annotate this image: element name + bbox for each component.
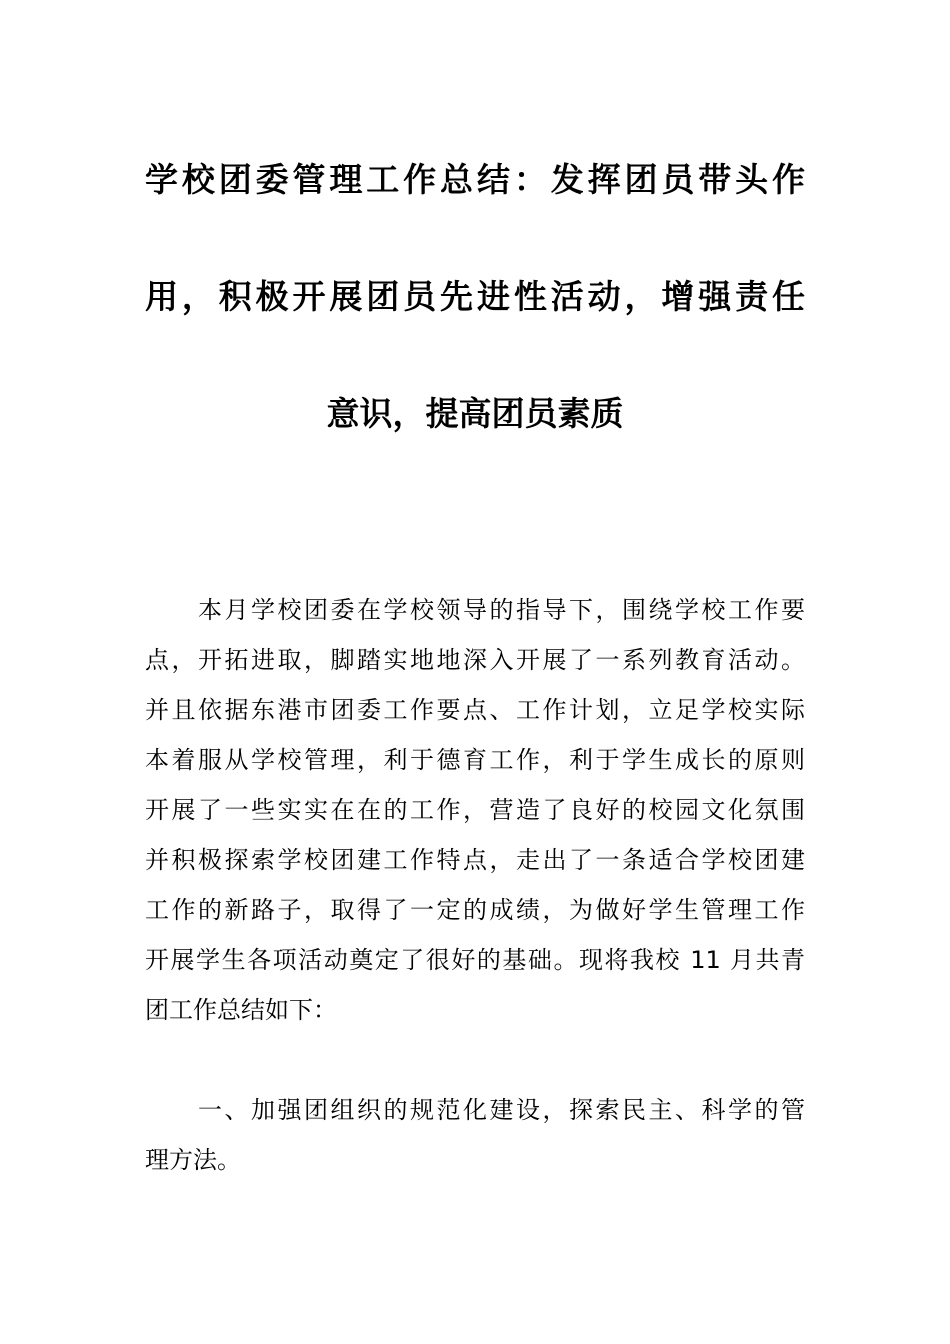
paragraph-line: 并积极探索学校团建工作特点，走出了一条适合学校团建 [145,846,805,874]
title-line-3: 意识，提高团员素质 [326,394,624,433]
paragraph-line: 本着服从学校管理，利于德育工作，利于学生成长的原则 [145,746,805,774]
paragraph-line: 开展学生各项活动奠定了很好的基础。现将我校 11 月共青 [145,946,805,974]
paragraph-line: 并且依据东港市团委工作要点、工作计划，立足学校实际 [145,696,805,724]
paragraph-line: 工作的新路子，取得了一定的成绩，为做好学生管理工作 [145,896,805,924]
section-line: 一、加强团组织的规范化建设，探索民主、科学的管 [198,1096,805,1124]
title-line-1: 学校团委管理工作总结：发挥团员带头作 [145,160,805,199]
document-body [145,585,805,1185]
title-line-2: 用，积极开展团员先进性活动，增强责任 [145,277,805,316]
paragraph-intro [145,585,805,1035]
paragraph-line: 点，开拓进取，脚踏实地地深入开展了一系列教育活动。 [145,646,805,674]
paragraph-line: 团工作总结如下： [145,996,337,1024]
section-heading-1 [145,1085,805,1185]
document-title [145,150,805,501]
section-line: 理方法。 [145,1146,241,1174]
paragraph-spacer [145,1035,805,1085]
paragraph-line: 本月学校团委在学校领导的指导下，围绕学校工作要 [198,596,805,624]
paragraph-line: 开展了一些实实在在的工作，营造了良好的校园文化氛围 [145,796,805,824]
